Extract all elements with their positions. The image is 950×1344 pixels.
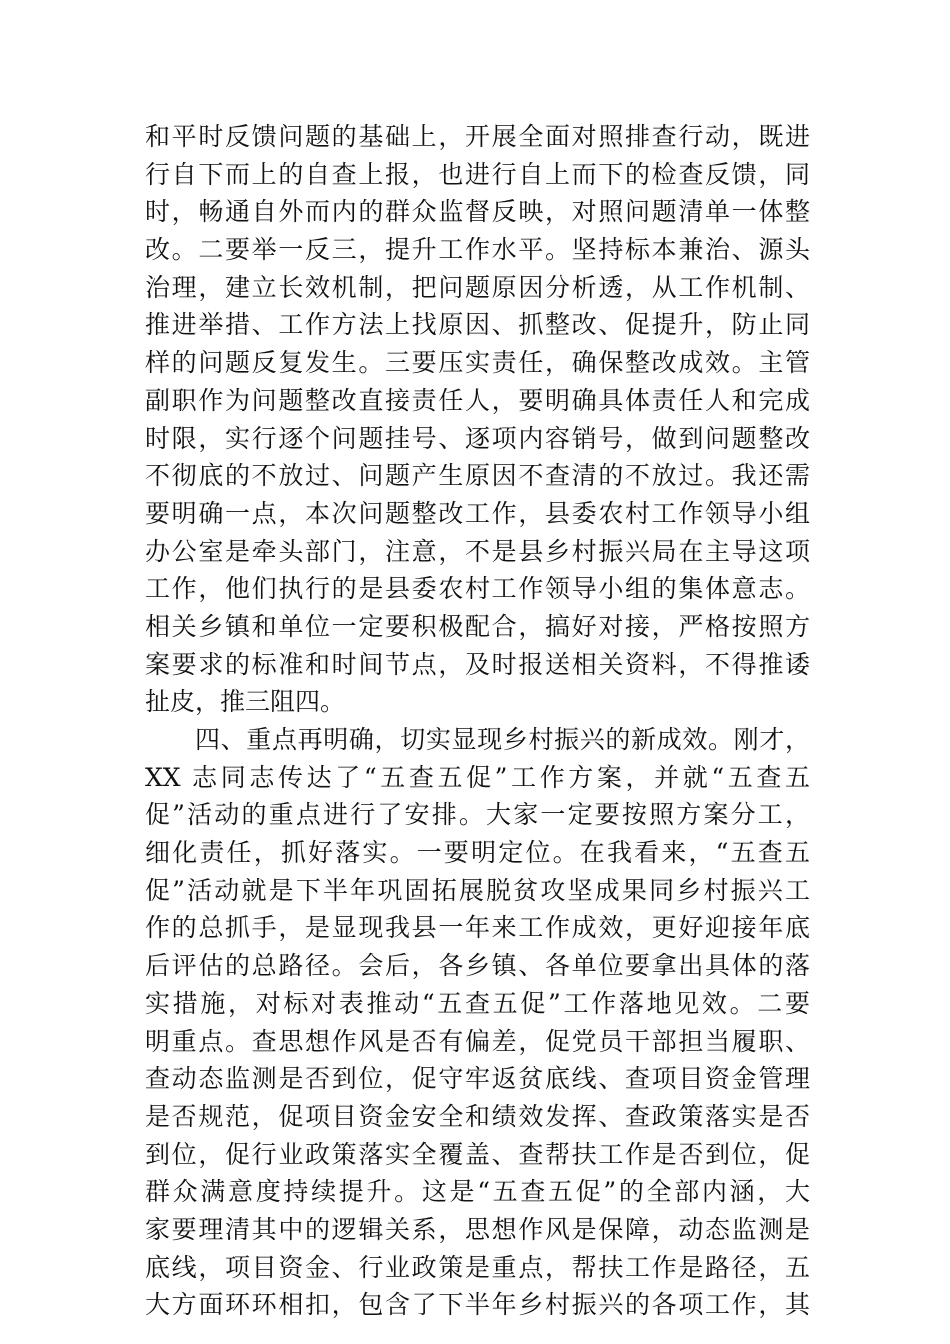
text-line: 治理，建立长效机制，把问题原因分析透，从工作机制、 [145, 272, 810, 302]
text-line: 不彻底的不放过、问题产生原因不查清的不放过。我还需 [145, 461, 810, 491]
paragraph-end-line: 扯皮，推三阻四。 [145, 687, 346, 717]
text-line: 明重点。查思想作风是否有偏差，促党员干部担当履职、 [145, 1026, 810, 1056]
text-line: 相关乡镇和单位一定要积极配合，搞好对接，严格按照方 [145, 611, 810, 641]
text-line: 样的问题反复发生。三要压实责任，确保整改成效。主管 [145, 348, 810, 378]
text-line: 到位，促行业政策落实全覆盖、查帮扶工作是否到位，促 [145, 1139, 810, 1169]
text-line: 作的总抓手，是显现我县一年来工作成效，更好迎接年底 [145, 913, 810, 943]
text-line: 改。二要举一反三，提升工作水平。坚持标本兼治、源头 [145, 235, 810, 265]
text-line: 办公室是牵头部门，注意，不是县乡村振兴局在主导这项 [145, 536, 810, 566]
text-line: 要明确一点，本次问题整改工作，县委农村工作领导小组 [145, 498, 810, 528]
document-body [145, 118, 810, 1324]
text-line: 实措施，对标对表推动“五查五促”工作落地见效。二要 [145, 988, 810, 1018]
text-line: 底线，项目资金、行业政策是重点，帮扶工作是路径，五 [145, 1252, 810, 1282]
text-line: XX 志同志传达了“五查五促”工作方案，并就“五查五 [145, 762, 810, 792]
text-line: 群众满意度持续提升。这是“五查五促”的全部内涵，大 [145, 1177, 810, 1207]
text-line: 副职作为问题整改直接责任人，要明确具体责任人和完成 [145, 385, 810, 415]
text-line: 是否规范，促项目资金安全和绩效发挥、查政策落实是否 [145, 1101, 810, 1131]
text-line: 和平时反馈问题的基础上，开展全面对照排查行动，既进 [145, 122, 810, 151]
text-line: 大方面环环相扣，包含了下半年乡村振兴的各项工作，其 [145, 1290, 810, 1320]
text-line: 细化责任，抓好落实。一要明定位。在我看来，“五查五 [145, 838, 810, 868]
text-line: 促”活动就是下半年巩固拓展脱贫攻坚成果同乡村振兴工 [145, 875, 810, 905]
text-line: 时，畅通自外而内的群众监督反映，对照问题清单一体整 [145, 197, 810, 227]
text-line: 案要求的标准和时间节点，及时报送相关资料，不得推诿 [145, 649, 810, 679]
text-line: 家要理清其中的逻辑关系，思想作风是保障，动态监测是 [145, 1214, 810, 1244]
section-heading-line: 四、重点再明确，切实显现乡村振兴的新成效。刚才， [195, 725, 810, 754]
text-line: 行自下而上的自查上报，也进行自上而下的检查反馈，同 [145, 159, 810, 189]
text-line: 时限，实行逐个问题挂号、逐项内容销号，做到问题整改 [145, 423, 810, 453]
text-line: 工作，他们执行的是县委农村工作领导小组的集体意志。 [145, 574, 810, 604]
text-line: 促”活动的重点进行了安排。大家一定要按照方案分工， [145, 800, 810, 830]
text-line: 查动态监测是否到位，促守牢返贫底线、查项目资金管理 [145, 1064, 810, 1094]
text-line: 推进举措、工作方法上找原因、抓整改、促提升，防止同 [145, 310, 810, 340]
text-line: 后评估的总路径。会后，各乡镇、各单位要拿出具体的落 [145, 951, 810, 981]
